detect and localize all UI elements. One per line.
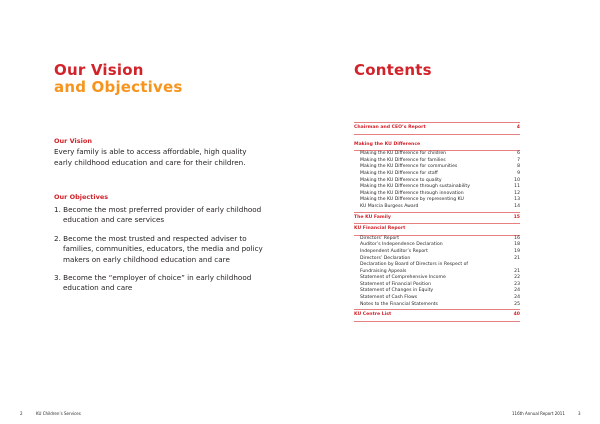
toc-page: 15	[513, 214, 520, 220]
toc-item[interactable]	[354, 164, 520, 171]
toc-making-difference-heading	[354, 140, 520, 152]
toc-page: 14	[514, 203, 520, 209]
toc-title: Independent Auditor’s Report	[360, 248, 428, 254]
toc-title: Chairman and CEO’s Report	[354, 125, 426, 130]
toc-title: Making the KU Difference to quality	[360, 177, 442, 183]
footer-left-page-number: 2	[20, 411, 23, 416]
footer-left-org-name: KU Children’s Services	[36, 411, 81, 416]
toc-page: 25	[514, 301, 520, 307]
objective-item: 1. Become the most preferred provider of early childhood education and care services	[54, 205, 262, 225]
toc-title: Statement of Financial Position	[360, 281, 431, 287]
toc-page: 21	[514, 255, 520, 261]
heading-line-2: and Objectives	[54, 78, 183, 96]
toc-page: 22	[514, 275, 520, 281]
toc-page: 8	[517, 164, 520, 170]
footer-right-page-number: 3	[578, 411, 581, 416]
toc-page: 6	[517, 151, 520, 157]
toc-item[interactable]	[354, 184, 520, 191]
contents-heading: Contents	[354, 61, 432, 79]
toc-title: KU Centre List	[354, 312, 392, 318]
toc-item[interactable]	[354, 275, 520, 282]
vision-label: Our Vision	[54, 137, 92, 145]
toc-title: Making the KU Difference through innovation	[360, 190, 464, 196]
toc-title: Declaration by Board of Directors in Respect of Fundraising Appeals	[360, 262, 469, 274]
toc-title: The KU Family	[354, 214, 391, 220]
toc-page: 7	[517, 157, 520, 163]
toc-item[interactable]	[354, 204, 520, 213]
toc-title: Notes to the Financial Statements	[360, 301, 438, 307]
vision-objectives-heading	[54, 62, 182, 96]
toc-item[interactable]	[354, 197, 520, 204]
toc-financial-heading	[354, 224, 520, 236]
toc-title: Statement of Cash Flows	[360, 295, 418, 301]
toc-item[interactable]	[354, 151, 520, 158]
toc-title: KU Marcia Burgess Award	[360, 203, 419, 209]
right-page	[300, 0, 600, 424]
toc-title: Making the KU Difference for staff	[360, 170, 438, 176]
objective-item: 2. Become the most trusted and respected adviser to families, communities, educators, the media and policy makers on early childhood education and care	[54, 233, 263, 264]
footer-right-report-name: 116th Annual Report 2011	[512, 411, 565, 416]
toc-title: Making the KU Difference for families	[360, 157, 446, 163]
toc-item[interactable]	[354, 242, 520, 249]
toc-title: Auditor’s Independence Declaration	[360, 242, 443, 248]
toc-item[interactable]	[354, 171, 520, 178]
toc-page: 23	[514, 281, 520, 287]
toc-title: Statement of Comprehensive Income	[360, 275, 446, 281]
toc-title: Making the KU Difference for children	[360, 151, 447, 157]
toc-page: 16	[514, 235, 520, 241]
toc-title: Statement of Changes in Equity	[360, 288, 434, 294]
toc-title: Making the KU Difference through sustainability	[360, 184, 470, 190]
toc-title: Making the KU Difference for communities	[360, 164, 458, 170]
toc-item[interactable]	[354, 262, 520, 275]
heading-line-1: Our Vision	[54, 61, 144, 79]
toc-page: 19	[514, 248, 520, 254]
toc-ku-family[interactable]	[354, 213, 520, 225]
toc-title: Directors’ Report	[360, 235, 399, 241]
toc-section-title: Making the KU Difference	[354, 141, 421, 147]
toc-page: 10	[514, 177, 520, 183]
toc-page: 12	[514, 190, 520, 196]
toc-page: 24	[514, 295, 520, 301]
objectives-label: Our Objectives	[54, 193, 109, 201]
toc-item[interactable]	[354, 295, 520, 302]
toc-chairman-report[interactable]	[354, 122, 520, 135]
toc-page: 18	[514, 242, 520, 248]
toc-centre-list[interactable]	[354, 310, 520, 322]
toc-page: 13	[514, 197, 520, 203]
toc-page: 21	[514, 268, 520, 274]
toc-page: 4	[516, 125, 520, 130]
toc-page: 9	[517, 170, 520, 176]
toc-title: Directors’ Declaration	[360, 255, 411, 261]
table-of-contents	[354, 122, 520, 322]
toc-page: 24	[514, 288, 520, 294]
toc-page: 40	[513, 312, 520, 318]
toc-title: Making the KU Difference by representing KU	[360, 197, 464, 203]
toc-item[interactable]	[354, 302, 520, 311]
toc-item[interactable]	[354, 249, 520, 256]
vision-text: Every family is able to access affordable, high quality early childhood education and care for their children.	[54, 147, 247, 167]
objective-item: 3. Become the “employer of choice” in early childhood education and care	[54, 273, 252, 293]
toc-section-title: KU Financial Report	[354, 226, 406, 232]
objectives-list	[54, 205, 269, 302]
toc-page: 11	[514, 184, 520, 190]
